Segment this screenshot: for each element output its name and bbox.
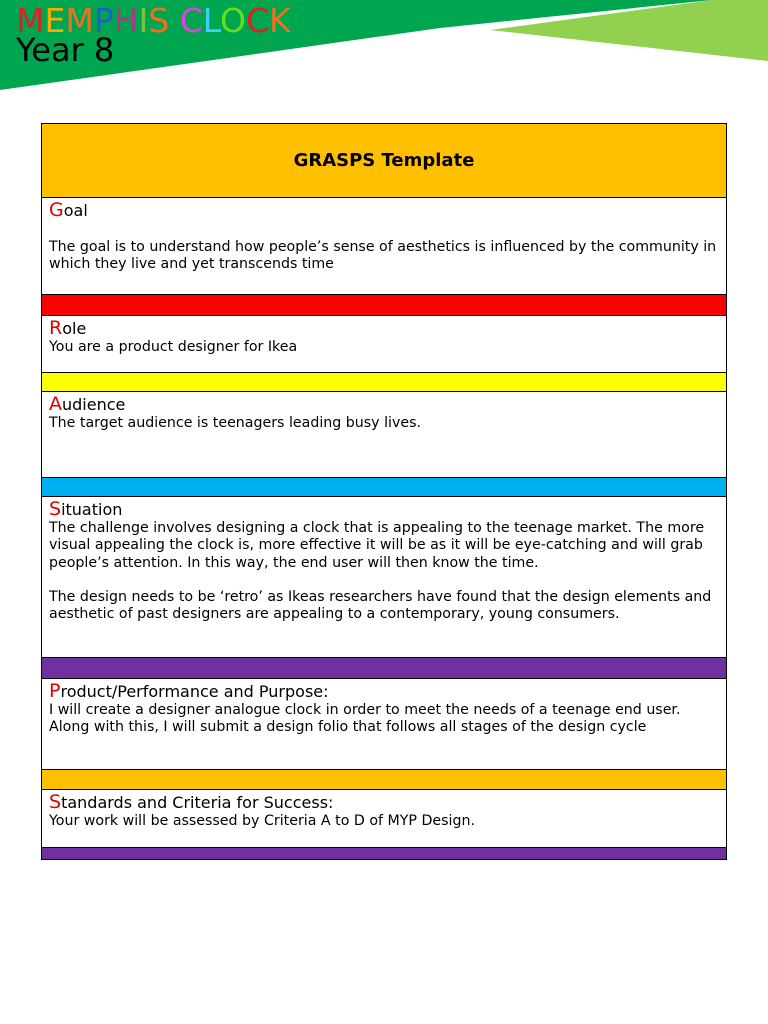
title-letter: P — [93, 1, 114, 40]
title-letter: H — [113, 1, 139, 40]
color-bar-purple-bottom — [42, 848, 726, 859]
title-letter: M — [65, 1, 94, 40]
section-standards — [42, 790, 726, 848]
color-bar-yellow — [42, 373, 726, 392]
section-audience — [42, 392, 726, 478]
grasps-table — [41, 123, 727, 860]
section-heading: Standards and Criteria for Success: — [49, 791, 334, 813]
section-product — [42, 679, 726, 770]
section-situation — [42, 497, 726, 658]
table-header — [42, 124, 726, 198]
title-letter: C — [179, 1, 203, 40]
section-role — [42, 316, 726, 373]
header-banner — [0, 0, 768, 100]
title-letter: E — [44, 1, 66, 40]
section-text: The goal is to understand how people’s sense of aesthetics is influenced by the community in which they live and yet transcends time — [49, 239, 717, 273]
section-text: You are a product designer for Ikea — [49, 339, 298, 355]
title-letter: O — [220, 1, 246, 40]
color-bar-orange — [42, 770, 726, 790]
title-letter: K — [269, 1, 291, 40]
section-heading: Product/Performance and Purpose: — [49, 680, 329, 702]
section-text: I will create a designer analogue clock in order to meet the needs of a teenage end user. Along with this, I will submit a design folio that follows all stages of the design cycle — [49, 702, 681, 736]
title-letter: I — [138, 1, 149, 40]
section-heading: Situation — [49, 498, 123, 520]
section-heading: Audience — [49, 393, 126, 415]
section-heading: Goal — [49, 199, 88, 221]
title-letter: C — [246, 1, 270, 40]
color-bar-purple — [42, 658, 726, 679]
section-goal — [42, 198, 726, 295]
section-heading: Role — [49, 317, 87, 339]
year-label: Year 8 — [16, 31, 115, 69]
title-letter: L — [202, 1, 221, 40]
section-text: The design needs to be ‘retro’ as Ikeas researchers have found that the design elements and aesthetic of past designers are appealing to a contemporary, young consumers. — [49, 588, 712, 623]
color-bar-red — [42, 295, 726, 316]
title-letter: S — [148, 1, 170, 40]
title-letter — [169, 1, 180, 40]
table-title: GRASPS Template — [293, 150, 475, 171]
color-bar-blue — [42, 478, 726, 497]
section-text: The challenge involves designing a clock that is appealing to the teenage market. The more visual appealing the clock is, more effective it will be as it will be eye-catching and will grab people’s attention. In this way, the end user will then know the time. — [49, 520, 705, 571]
section-text: The target audience is teenagers leading busy lives. — [49, 415, 421, 431]
title-letter: M — [16, 1, 45, 40]
section-text: Your work will be assessed by Criteria A to D of MYP Design. — [49, 813, 475, 829]
